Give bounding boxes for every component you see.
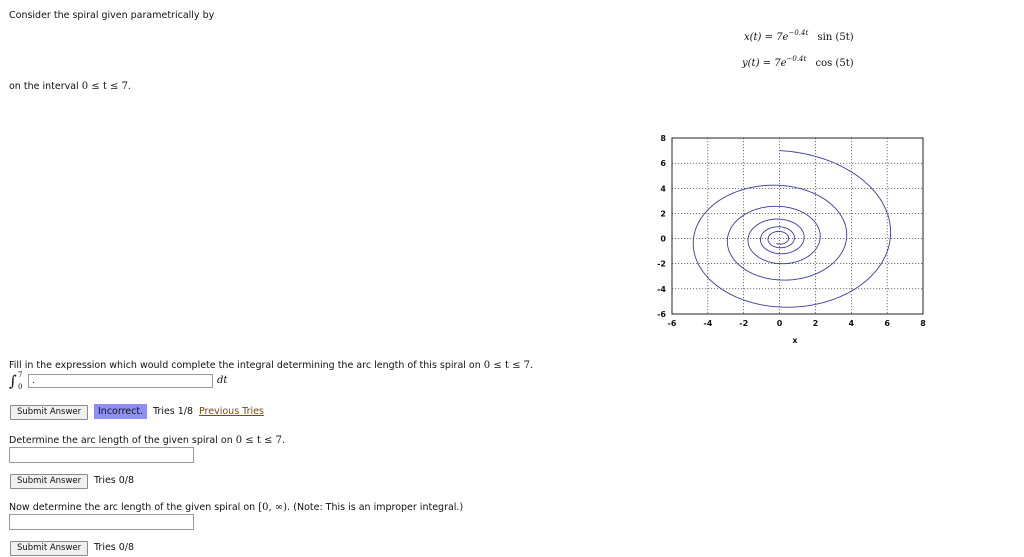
equation-y xyxy=(742,55,854,69)
x-tick-labels xyxy=(668,319,927,328)
y-tick-label: -4 xyxy=(657,284,666,294)
integrand-input[interactable] xyxy=(28,374,213,388)
intro-text: Consider the spiral given parametrically by xyxy=(9,10,215,21)
x-tick-label: 0 xyxy=(776,319,783,328)
x-tick-label: -2 xyxy=(739,319,749,328)
q1-submit-button[interactable]: Submit Answer xyxy=(10,405,88,420)
interval-math: 0 ≤ t ≤ 7. xyxy=(81,81,132,92)
improper-arc-length-input[interactable] xyxy=(9,514,194,530)
q3-tries: Tries 0/8 xyxy=(94,542,135,553)
equation-x xyxy=(744,29,854,43)
x-axis-label: x xyxy=(792,336,798,345)
q3-interval: [0, ∞). xyxy=(258,502,291,513)
q1-integral-symbol: ∫ xyxy=(9,372,17,390)
y-tick-label: 2 xyxy=(660,209,666,219)
q2-prompt-line xyxy=(9,435,285,446)
q3-submit-button[interactable]: Submit Answer xyxy=(10,541,88,556)
q1-upper-limit: 7 xyxy=(18,371,23,379)
equation-x-lhs: x(t) = 7e xyxy=(744,32,789,43)
y-tick-label: 8 xyxy=(660,134,666,143)
y-tick-label: 0 xyxy=(660,234,666,244)
plot-frame xyxy=(672,138,923,314)
q2-interval: 0 ≤ t ≤ 7. xyxy=(235,435,286,446)
equation-y-lhs: y(t) = 7e xyxy=(742,58,787,69)
arc-length-input[interactable] xyxy=(9,447,194,463)
q1-tries: Tries 1/8 xyxy=(153,406,194,417)
equation-y-exponent: −0.4t xyxy=(786,55,807,63)
q2-submit-button[interactable]: Submit Answer xyxy=(10,474,88,489)
q1-status-badge: Incorrect. xyxy=(94,404,147,419)
plot-grid xyxy=(672,138,923,314)
equation-x-exponent: −0.4t xyxy=(788,29,809,37)
y-tick-label: -6 xyxy=(657,310,666,319)
y-tick-label: 6 xyxy=(660,159,666,169)
q1-previous-tries-link[interactable]: Previous Tries xyxy=(199,406,264,417)
x-tick-label: -6 xyxy=(667,319,677,328)
y-tick-label: 4 xyxy=(660,184,666,194)
interval-prefix: on the interval xyxy=(9,81,79,92)
x-tick-label: -4 xyxy=(703,319,713,328)
x-tick-label: 8 xyxy=(920,319,926,328)
q1-prompt-line xyxy=(9,360,533,371)
q2-prompt: Determine the arc length of the given spiral on xyxy=(9,435,233,446)
q3-note: (Note: This is an improper integral.) xyxy=(293,502,464,513)
q2-tries: Tries 0/8 xyxy=(94,475,135,486)
equation-y-rhs: cos (5t) xyxy=(815,58,854,69)
spiral-plot xyxy=(650,128,940,350)
y-tick-labels xyxy=(657,134,666,319)
q1-dt: dt xyxy=(217,375,228,386)
spiral-curve xyxy=(693,151,890,308)
y-tick-label: -2 xyxy=(657,259,666,269)
equation-x-rhs: sin (5t) xyxy=(817,32,854,43)
q1-prompt: Fill in the expression which would complete the integral determining the arc length of this spiral on xyxy=(9,360,481,371)
interval-line xyxy=(9,81,131,92)
x-tick-label: 6 xyxy=(884,319,890,328)
x-tick-label: 2 xyxy=(812,319,819,328)
q3-prompt-line xyxy=(9,502,463,513)
q1-lower-limit: 0 xyxy=(18,383,23,391)
x-tick-label: 4 xyxy=(848,319,855,328)
q1-interval: 0 ≤ t ≤ 7. xyxy=(483,360,534,371)
q3-prompt: Now determine the arc length of the given spiral on xyxy=(9,502,256,513)
